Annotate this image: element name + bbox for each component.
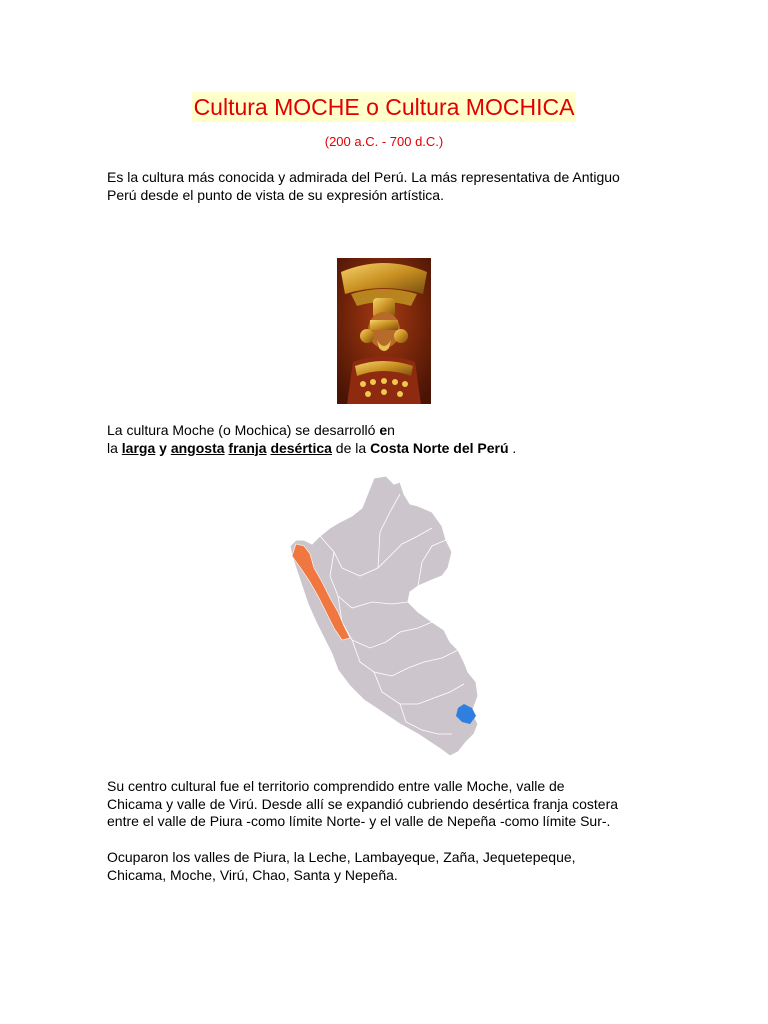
emphasis-y: y	[159, 439, 167, 456]
peru-map-image	[282, 472, 492, 762]
page-subtitle: (200 a.C. - 700 d.C.)	[324, 134, 444, 149]
development-text-e: e	[379, 422, 388, 438]
development-text-dela: de la	[331, 439, 371, 456]
intro-paragraph	[107, 169, 667, 204]
intro-line-2: Perú desde el punto de vista de su expresión artística.	[107, 186, 444, 203]
moche-lord-portrait-image	[337, 258, 431, 404]
development-paragraph	[107, 422, 667, 457]
development-text-end: .	[508, 439, 517, 456]
development-text-n: n	[387, 422, 395, 438]
page-title: Cultura MOCHE o Cultura MOCHICA	[193, 94, 575, 120]
emphasis-franja: franja	[228, 439, 267, 456]
valleys-line-2: Chicama, Moche, Virú, Chao, Santa y Nepeña.	[107, 866, 398, 883]
center-line-2: Chicama y valle de Virú. Desde allí se expandió cubriendo desértica franja costera	[107, 795, 619, 812]
center-line-1: Su centro cultural fue el territorio comprendido entre valle Moche, valle de	[107, 778, 565, 794]
development-line-1	[107, 422, 667, 440]
cultural-center-paragraph	[107, 778, 667, 831]
center-line-3: entre el valle de Piura -como límite Norte- y el valle de Nepeña -como límite Sur-.	[107, 813, 611, 829]
valleys-line-1: Ocuparon los valles de Piura, la Leche, Lambayeque, Zaña, Jequetepeque,	[107, 849, 576, 865]
development-text-a: La cultura Moche (o Mochica) se desarrolló	[107, 422, 380, 438]
development-text-la: la	[107, 439, 122, 456]
emphasis-costa-norte: Costa Norte del Perú	[370, 439, 509, 456]
valleys-paragraph	[107, 849, 667, 884]
emphasis-larga: larga	[121, 439, 156, 456]
intro-line-1: Es la cultura más conocida y admirada del Perú. La más representativa de Antiguo	[107, 169, 620, 185]
emphasis-angosta: angosta	[170, 439, 225, 456]
development-line-2	[107, 440, 667, 458]
title-container	[0, 92, 768, 122]
emphasis-desertica: desértica	[270, 439, 332, 456]
peru-territory	[290, 476, 478, 756]
